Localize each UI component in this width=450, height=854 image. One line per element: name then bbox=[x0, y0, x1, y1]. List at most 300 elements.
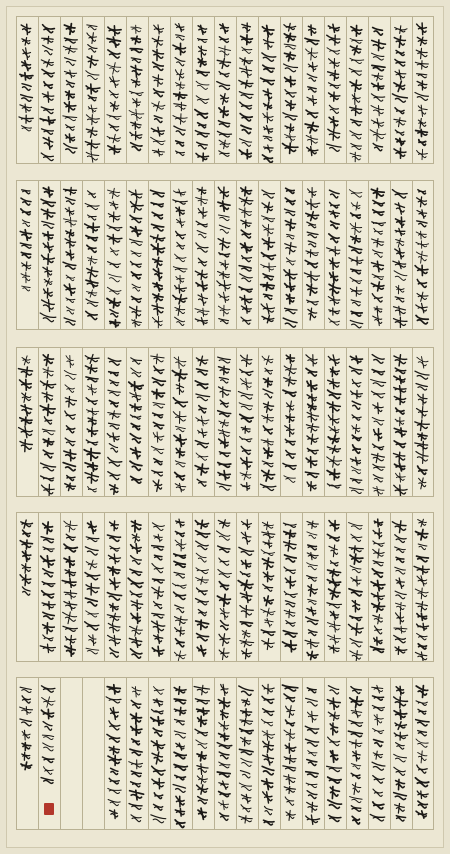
brush-glyph bbox=[22, 752, 30, 760]
brush-glyph bbox=[110, 810, 118, 819]
brush-glyph bbox=[220, 24, 229, 33]
brush-glyph bbox=[262, 779, 273, 790]
brush-glyph bbox=[219, 253, 230, 257]
brush-glyph bbox=[240, 414, 253, 422]
brush-glyph bbox=[307, 760, 317, 766]
brush-glyph bbox=[394, 355, 407, 366]
brush-glyph bbox=[306, 355, 317, 366]
brush-glyph bbox=[176, 141, 184, 146]
brush-glyph bbox=[152, 378, 165, 386]
brush-glyph bbox=[152, 613, 164, 618]
brush-glyph bbox=[241, 737, 251, 746]
brush-glyph bbox=[264, 145, 274, 153]
brush-glyph bbox=[108, 188, 120, 198]
brush-glyph bbox=[153, 257, 162, 267]
brush-glyph bbox=[221, 621, 229, 630]
brush-glyph bbox=[417, 613, 427, 620]
brush-glyph bbox=[307, 412, 318, 422]
brush-glyph bbox=[197, 752, 206, 761]
brush-glyph bbox=[238, 392, 252, 400]
brush-glyph bbox=[352, 401, 360, 409]
brush-glyph bbox=[328, 635, 341, 644]
brush-glyph bbox=[197, 708, 209, 715]
brush-glyph bbox=[374, 429, 382, 441]
brush-glyph bbox=[219, 634, 230, 646]
brush-glyph bbox=[392, 94, 407, 102]
brush-glyph bbox=[307, 448, 318, 454]
brush-glyph bbox=[20, 104, 32, 112]
brush-glyph bbox=[41, 199, 55, 206]
brush-glyph bbox=[67, 476, 75, 481]
brush-glyph bbox=[85, 223, 100, 232]
brush-glyph bbox=[285, 797, 294, 805]
brush-glyph bbox=[130, 49, 142, 53]
brush-glyph bbox=[152, 646, 164, 656]
brush-glyph bbox=[417, 576, 427, 586]
brush-glyph bbox=[152, 149, 164, 156]
brush-glyph bbox=[21, 126, 31, 131]
brush-glyph bbox=[263, 572, 273, 582]
brush-glyph bbox=[284, 591, 297, 597]
brush-glyph bbox=[176, 69, 184, 80]
brush-glyph bbox=[176, 639, 185, 647]
brush-glyph bbox=[329, 105, 338, 113]
brush-glyph bbox=[262, 470, 275, 481]
brush-glyph bbox=[131, 272, 141, 279]
brush-glyph bbox=[217, 483, 231, 491]
brush-glyph bbox=[328, 435, 339, 443]
brush-glyph bbox=[241, 243, 253, 253]
brush-glyph bbox=[395, 297, 404, 302]
brush-glyph bbox=[175, 719, 185, 725]
brush-glyph bbox=[151, 137, 165, 144]
brush-glyph bbox=[152, 316, 162, 328]
brush-glyph bbox=[217, 772, 230, 777]
brush-glyph bbox=[416, 130, 428, 137]
brush-glyph bbox=[197, 231, 206, 238]
brush-glyph bbox=[175, 605, 184, 613]
brush-glyph bbox=[351, 213, 361, 218]
brush-glyph bbox=[196, 553, 206, 562]
brush-glyph bbox=[109, 423, 120, 429]
brush-glyph bbox=[66, 230, 74, 237]
brush-glyph bbox=[329, 211, 339, 218]
brush-glyph bbox=[416, 530, 428, 540]
brush-glyph bbox=[372, 762, 385, 770]
brush-glyph bbox=[21, 272, 30, 283]
brush-glyph bbox=[132, 739, 140, 745]
brush-glyph bbox=[22, 393, 31, 402]
brush-glyph bbox=[261, 550, 274, 556]
brush-glyph bbox=[43, 439, 54, 447]
brush-glyph bbox=[218, 121, 229, 127]
brush-glyph bbox=[131, 201, 144, 212]
brush-glyph bbox=[306, 250, 318, 258]
brush-glyph bbox=[370, 814, 384, 821]
brush-glyph bbox=[349, 623, 364, 635]
brush-glyph bbox=[240, 66, 252, 78]
brush-glyph bbox=[131, 261, 142, 267]
brush-glyph bbox=[350, 46, 360, 55]
brush-text-panel-1 bbox=[17, 17, 433, 163]
brush-glyph bbox=[351, 143, 362, 149]
brush-glyph bbox=[329, 545, 338, 557]
brush-glyph bbox=[109, 778, 119, 784]
brush-glyph bbox=[131, 556, 142, 565]
brush-glyph bbox=[417, 280, 426, 288]
brush-glyph bbox=[419, 478, 426, 489]
brush-glyph bbox=[154, 25, 164, 34]
brush-glyph bbox=[66, 356, 74, 368]
brush-glyph bbox=[66, 275, 75, 281]
brush-glyph bbox=[173, 200, 187, 204]
brush-glyph bbox=[43, 612, 54, 619]
brush-glyph bbox=[197, 369, 208, 375]
brush-glyph bbox=[130, 215, 142, 222]
brush-text-panel-5 bbox=[17, 678, 433, 829]
brush-glyph bbox=[66, 250, 74, 260]
brush-glyph bbox=[42, 129, 54, 134]
brush-glyph bbox=[394, 386, 406, 394]
brush-glyph bbox=[329, 521, 339, 531]
brush-glyph bbox=[85, 140, 99, 150]
brush-glyph bbox=[64, 24, 75, 35]
brush-glyph bbox=[285, 219, 295, 230]
brush-glyph bbox=[131, 296, 141, 302]
brush-glyph bbox=[195, 441, 208, 448]
brush-glyph bbox=[23, 530, 31, 536]
brush-glyph bbox=[286, 101, 296, 111]
brush-glyph bbox=[372, 391, 385, 398]
brush-glyph bbox=[307, 651, 318, 659]
brush-glyph bbox=[241, 794, 251, 803]
brush-glyph bbox=[285, 133, 296, 142]
brush-glyph bbox=[152, 766, 165, 775]
brush-glyph bbox=[304, 271, 319, 282]
brush-glyph bbox=[219, 378, 228, 384]
brush-glyph bbox=[284, 33, 295, 41]
brush-glyph bbox=[329, 59, 340, 69]
brush-glyph bbox=[177, 242, 185, 249]
brush-glyph bbox=[87, 290, 97, 297]
brush-glyph bbox=[285, 243, 296, 255]
brush-glyph bbox=[286, 414, 295, 423]
brush-glyph bbox=[264, 38, 274, 50]
brush-glyph bbox=[130, 404, 141, 411]
brush-glyph bbox=[199, 46, 207, 57]
brush-glyph bbox=[152, 564, 163, 573]
brush-glyph bbox=[328, 569, 341, 577]
brush-glyph bbox=[88, 417, 96, 426]
brush-glyph bbox=[109, 201, 118, 209]
brush-glyph bbox=[174, 765, 187, 771]
brush-glyph bbox=[195, 699, 209, 704]
brush-glyph bbox=[417, 407, 428, 419]
brush-glyph bbox=[21, 405, 32, 416]
brush-glyph bbox=[65, 636, 76, 645]
brush-glyph bbox=[331, 751, 338, 763]
brush-glyph bbox=[329, 308, 340, 315]
brush-glyph bbox=[372, 706, 384, 711]
brush-glyph bbox=[152, 587, 164, 599]
brush-glyph bbox=[131, 251, 141, 257]
brush-glyph bbox=[373, 729, 384, 734]
calligraphy-panel-1 bbox=[16, 16, 434, 164]
brush-glyph bbox=[219, 215, 230, 221]
brush-glyph bbox=[416, 602, 427, 612]
brush-glyph bbox=[195, 318, 207, 325]
brush-glyph bbox=[196, 599, 209, 605]
brush-glyph bbox=[351, 457, 361, 465]
brush-glyph bbox=[374, 740, 383, 747]
brush-glyph bbox=[263, 741, 274, 752]
brush-glyph bbox=[240, 771, 250, 778]
brush-glyph bbox=[20, 417, 32, 425]
brush-glyph bbox=[173, 412, 186, 424]
brush-glyph bbox=[327, 603, 342, 608]
calligraphy-panel-2 bbox=[16, 180, 434, 330]
brush-glyph bbox=[195, 381, 208, 389]
brush-glyph bbox=[219, 452, 230, 457]
brush-glyph bbox=[219, 648, 229, 659]
brush-glyph bbox=[371, 592, 384, 601]
brush-glyph bbox=[174, 126, 185, 135]
brush-glyph bbox=[239, 749, 253, 754]
brush-glyph bbox=[394, 485, 407, 496]
brush-glyph bbox=[85, 203, 99, 209]
brush-glyph bbox=[130, 239, 143, 245]
brush-glyph bbox=[175, 472, 185, 480]
brush-glyph bbox=[196, 394, 210, 401]
brush-glyph bbox=[418, 709, 426, 714]
brush-glyph bbox=[154, 635, 163, 644]
brush-glyph bbox=[217, 59, 230, 69]
brush-glyph bbox=[417, 74, 427, 78]
brush-glyph bbox=[42, 254, 55, 265]
brush-glyph bbox=[20, 243, 31, 248]
brush-glyph bbox=[218, 187, 228, 199]
brush-glyph bbox=[242, 23, 251, 33]
brush-glyph bbox=[219, 387, 231, 398]
brush-glyph bbox=[373, 486, 384, 495]
brush-glyph bbox=[110, 320, 120, 327]
brush-glyph bbox=[351, 25, 362, 36]
brush-glyph bbox=[306, 617, 318, 625]
brush-glyph bbox=[351, 300, 360, 306]
brush-glyph bbox=[351, 576, 361, 586]
brush-glyph bbox=[396, 578, 404, 588]
brush-glyph bbox=[239, 208, 251, 218]
brush-glyph bbox=[240, 592, 252, 603]
brush-glyph bbox=[285, 601, 295, 607]
brush-glyph bbox=[85, 365, 97, 374]
brush-glyph bbox=[262, 238, 274, 250]
brush-glyph bbox=[43, 635, 53, 641]
brush-glyph bbox=[108, 457, 122, 466]
brush-glyph bbox=[394, 793, 407, 800]
brush-glyph bbox=[175, 809, 184, 817]
brush-glyph bbox=[307, 232, 318, 238]
brush-glyph bbox=[20, 73, 33, 80]
brush-glyph bbox=[196, 568, 209, 574]
brush-glyph bbox=[197, 776, 207, 784]
brush-glyph bbox=[240, 572, 250, 577]
brush-glyph bbox=[20, 687, 31, 692]
brush-glyph bbox=[286, 720, 295, 726]
brush-glyph bbox=[394, 441, 405, 448]
brush-glyph bbox=[152, 523, 164, 531]
brush-glyph bbox=[241, 35, 253, 45]
brush-glyph bbox=[220, 813, 229, 820]
brush-glyph bbox=[417, 37, 426, 45]
brush-glyph bbox=[262, 414, 274, 423]
brush-glyph bbox=[286, 258, 295, 265]
brush-glyph bbox=[41, 107, 53, 114]
brush-glyph bbox=[262, 190, 275, 198]
brush-glyph bbox=[241, 317, 251, 324]
brush-glyph bbox=[153, 432, 164, 442]
brush-glyph bbox=[153, 294, 163, 302]
brush-glyph bbox=[330, 202, 340, 208]
brush-glyph bbox=[86, 311, 98, 319]
brush-glyph bbox=[283, 766, 296, 771]
brush-glyph bbox=[151, 446, 164, 453]
brush-glyph bbox=[264, 402, 274, 412]
brush-glyph bbox=[396, 779, 405, 789]
brush-glyph bbox=[43, 522, 53, 534]
brush-glyph bbox=[262, 719, 273, 726]
brush-glyph bbox=[306, 698, 318, 706]
brush-glyph bbox=[416, 315, 428, 324]
brush-glyph bbox=[240, 139, 252, 147]
brush-glyph bbox=[307, 688, 316, 693]
brush-glyph bbox=[262, 766, 274, 774]
brush-glyph bbox=[154, 687, 164, 695]
brush-glyph bbox=[151, 190, 165, 197]
brush-glyph bbox=[129, 760, 143, 769]
brush-glyph bbox=[394, 710, 407, 719]
brush-glyph bbox=[418, 731, 427, 736]
brush-glyph bbox=[174, 572, 184, 578]
brush-glyph bbox=[285, 555, 297, 562]
brush-glyph bbox=[174, 435, 186, 447]
brush-glyph bbox=[63, 612, 77, 624]
brush-glyph bbox=[395, 417, 404, 426]
brush-glyph bbox=[219, 151, 229, 157]
brush-glyph bbox=[415, 371, 429, 379]
brush-glyph bbox=[107, 685, 120, 694]
brush-glyph bbox=[417, 81, 427, 90]
brush-glyph bbox=[198, 208, 207, 219]
brush-glyph bbox=[108, 788, 121, 793]
brush-glyph bbox=[261, 608, 275, 616]
brush-glyph bbox=[132, 534, 140, 543]
brush-glyph bbox=[350, 616, 362, 621]
brush-glyph bbox=[67, 307, 75, 314]
brush-glyph bbox=[154, 555, 162, 560]
brush-glyph bbox=[350, 39, 362, 44]
brush-glyph bbox=[220, 260, 229, 269]
brush-glyph bbox=[305, 123, 318, 133]
brush-glyph bbox=[217, 531, 230, 540]
brush-glyph bbox=[394, 376, 405, 384]
brush-glyph bbox=[371, 106, 384, 116]
brush-glyph bbox=[350, 320, 363, 328]
brush-glyph bbox=[62, 579, 76, 588]
brush-glyph bbox=[261, 439, 273, 447]
brush-glyph bbox=[130, 790, 144, 800]
brush-glyph bbox=[350, 277, 362, 283]
brush-glyph bbox=[329, 83, 341, 88]
brush-glyph bbox=[197, 142, 208, 149]
brush-glyph bbox=[242, 699, 250, 706]
brush-glyph bbox=[371, 188, 384, 198]
brush-glyph bbox=[21, 198, 31, 205]
brush-glyph bbox=[395, 567, 406, 574]
brush-glyph bbox=[20, 540, 32, 549]
brush-glyph bbox=[285, 52, 296, 61]
brush-glyph bbox=[197, 634, 209, 641]
brush-glyph bbox=[174, 699, 186, 704]
brush-glyph bbox=[108, 800, 120, 806]
brush-glyph bbox=[108, 554, 120, 564]
brush-glyph bbox=[65, 483, 76, 490]
brush-glyph bbox=[283, 113, 297, 120]
brush-glyph bbox=[154, 116, 162, 123]
brush-glyph bbox=[43, 45, 53, 55]
brush-glyph bbox=[66, 91, 75, 100]
brush-glyph bbox=[329, 234, 339, 243]
brush-glyph bbox=[239, 547, 254, 555]
brush-glyph bbox=[394, 428, 406, 437]
brush-glyph bbox=[263, 754, 274, 765]
brush-glyph bbox=[306, 783, 317, 788]
brush-glyph bbox=[152, 389, 164, 398]
brush-glyph bbox=[151, 235, 165, 242]
brush-glyph bbox=[196, 620, 209, 629]
brush-glyph bbox=[86, 236, 98, 241]
brush-glyph bbox=[373, 403, 383, 414]
brush-glyph bbox=[395, 130, 404, 135]
brush-glyph bbox=[151, 741, 164, 751]
brush-glyph bbox=[394, 732, 407, 740]
brush-glyph bbox=[196, 356, 207, 365]
brush-glyph bbox=[239, 80, 253, 88]
brush-glyph bbox=[416, 720, 429, 726]
brush-glyph bbox=[263, 136, 272, 141]
brush-glyph bbox=[330, 367, 339, 376]
brush-glyph bbox=[198, 429, 207, 438]
brush-glyph bbox=[131, 521, 141, 532]
brush-glyph bbox=[240, 729, 253, 734]
brush-glyph bbox=[396, 50, 404, 55]
brush-glyph bbox=[372, 53, 384, 60]
brush-glyph bbox=[240, 58, 253, 65]
brush-glyph bbox=[199, 406, 206, 413]
brush-glyph bbox=[219, 721, 229, 731]
brush-glyph bbox=[329, 284, 340, 296]
brush-glyph bbox=[221, 710, 229, 720]
brush-glyph bbox=[221, 684, 228, 695]
brush-glyph bbox=[19, 367, 33, 377]
brush-glyph bbox=[372, 294, 382, 302]
brush-glyph bbox=[174, 92, 187, 99]
brush-glyph bbox=[86, 583, 99, 595]
brush-glyph bbox=[220, 608, 229, 619]
brush-glyph bbox=[394, 395, 405, 405]
brush-glyph bbox=[415, 588, 428, 599]
brush-glyph bbox=[308, 241, 316, 247]
